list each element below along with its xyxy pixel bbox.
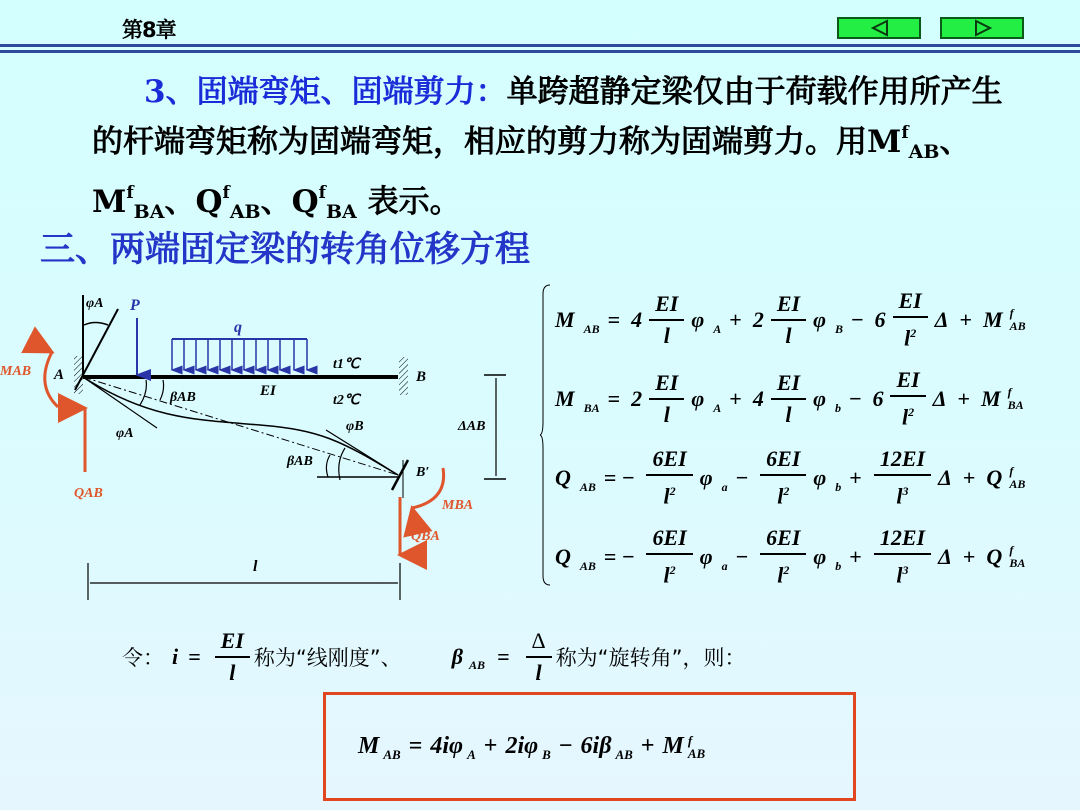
slope-deflection-equations [540, 282, 1080, 588]
subscript: A [713, 321, 722, 336]
symbol: Q [555, 465, 571, 490]
fraction: $\frac{6EI}{l^2}$ [646, 444, 692, 511]
symbol: + [962, 544, 976, 569]
symbol: φ [813, 544, 827, 569]
label-q: q [234, 319, 242, 336]
label-EI: EI [260, 383, 276, 399]
fraction: $\frac{6EI}{l^2}$ [646, 523, 692, 590]
fraction: $\frac{EI}{l}$ [649, 368, 684, 430]
equation-row [552, 280, 1026, 360]
symbol: = − [603, 465, 635, 490]
symbol: φ [813, 465, 827, 490]
fraction: $\frac{6EI}{l^2}$ [760, 523, 806, 590]
subscript: b [835, 558, 842, 573]
symbol: 4 [752, 386, 764, 411]
header-divider [0, 50, 1080, 53]
symbol: φ [691, 307, 705, 332]
label-MBA: MBA [442, 498, 474, 513]
symbol: φ [699, 544, 713, 569]
label-phiA: φA [116, 426, 134, 441]
subscript: a [721, 558, 728, 573]
label-betaAB-2: βAB [287, 454, 313, 469]
symbol: 4 [631, 307, 643, 332]
label-t1: t1℃ [333, 357, 360, 372]
symbol: − [735, 465, 749, 490]
header-divider [0, 44, 1080, 47]
symbol: Δ [932, 386, 947, 411]
symbol: − [850, 307, 864, 332]
rotation-fraction: $\frac{\Delta}{l}$ [526, 626, 552, 688]
symbol: Δ [938, 465, 952, 490]
equation-row [552, 517, 1025, 597]
label-P: P [130, 297, 140, 314]
label-B-prime: B′ [416, 465, 430, 480]
symbol: 6 [874, 307, 886, 332]
symbol: = [607, 386, 621, 411]
symbol: Q [986, 465, 1003, 490]
label-B: B [416, 369, 427, 385]
subscript: A [713, 400, 722, 415]
symbol: − [848, 386, 862, 411]
label-t2: t2℃ [333, 393, 360, 408]
symbol: M [555, 386, 575, 411]
label-QBA: QBA [411, 529, 440, 544]
result-equation-box: M AB = 4iφ A + 2iφ B − 6iβ AB + M f AB [323, 692, 856, 801]
triangle-left-icon [839, 19, 919, 37]
symbol: Δ [934, 307, 949, 332]
subscript: B [834, 321, 843, 336]
symbol: + [729, 307, 742, 332]
symbol: Q [555, 544, 571, 569]
symbol: φ [813, 386, 826, 411]
symbol: 2 [752, 307, 764, 332]
term-heading: 3、固端弯矩、固端剪力： [144, 74, 507, 110]
label-deltaAB: ΔAB [458, 419, 486, 434]
symbol: + [962, 465, 976, 490]
section-heading: 三、两端固定梁的转角位移方程 [40, 230, 531, 270]
fixed-support-b [399, 357, 408, 395]
symbol: = [607, 307, 621, 332]
fraction: $\frac{EI}{l^2}$ [893, 286, 928, 353]
fraction: $\frac{6EI}{l^2}$ [760, 444, 806, 511]
subscript: AB [583, 321, 600, 336]
prev-slide-button[interactable] [837, 17, 921, 39]
label-phiA-top: φA [86, 296, 104, 311]
subscript: BA [583, 400, 600, 415]
label-phiB: φB [346, 419, 364, 434]
subscript: b [835, 479, 842, 494]
symbol: + [957, 386, 971, 411]
symbol: Q [986, 544, 1003, 569]
symbol: = − [603, 544, 635, 569]
symbol: φ [699, 465, 713, 490]
label-MAB: MAB [0, 364, 32, 379]
fraction: $\frac{EI}{l^2}$ [890, 365, 925, 432]
superscript-subscript: f BA [1007, 385, 1024, 412]
symbol: + [849, 465, 862, 490]
stiffness-fraction: $\frac{EI}{l}$ [215, 626, 250, 688]
subscript: AB [579, 479, 596, 494]
label-A: A [54, 367, 65, 383]
superscript-subscript: f AB [1009, 464, 1026, 491]
fraction: $\frac{EI}{l}$ [771, 289, 806, 351]
symbol: M [555, 307, 575, 332]
subscript: b [834, 400, 841, 415]
paragraph-text: 单跨超静定梁仅由于荷载作用所产生的杆端弯矩称为固端弯矩，相应的剪力称为固端剪力。用 [92, 74, 1003, 160]
symbol: + [729, 386, 742, 411]
definition-paragraph: 3、固端弯矩、固端剪力：单跨超静定梁仅由于荷载作用所产生的杆端弯矩称为固端弯矩，相应的剪力称为固端剪力。用$M^f_{AB}$、 $M^f_{BA}$、$Q^f_{AB}$、$Q^f_{BA}$ 表示。 [92, 74, 1003, 223]
symbol: φ [813, 307, 826, 332]
label-l: l [253, 558, 258, 575]
symbol: 6 [872, 386, 884, 411]
symbol: M [981, 386, 1001, 411]
symbol: Δ [938, 544, 952, 569]
symbol: + [959, 307, 973, 332]
symbol: − [735, 544, 749, 569]
fraction: $\frac{EI}{l}$ [771, 368, 806, 430]
fraction: $\frac{EI}{l}$ [649, 289, 684, 351]
symbol: + [849, 544, 862, 569]
symbol: M [983, 307, 1003, 332]
subscript: a [721, 479, 728, 494]
fraction: $\frac{12EI}{l^3}$ [874, 444, 931, 511]
triangle-right-icon [942, 19, 1022, 37]
equation-row [552, 438, 1025, 518]
label-QAB: QAB [74, 486, 103, 501]
symbol: φ [691, 386, 705, 411]
label-betaAB: βAB [170, 390, 196, 405]
next-slide-button[interactable] [940, 17, 1024, 39]
superscript-subscript: f AB [1009, 306, 1026, 333]
subscript: AB [579, 558, 596, 573]
fraction: $\frac{12EI}{l^3}$ [874, 523, 931, 590]
definitions-line: 令： i = $\frac{EI}{l}$ 称为“线刚度”、 β AB = $\frac{\Delta}{l}$ 称为“旋转角”，则： [122, 622, 745, 692]
symbol: 2 [631, 386, 643, 411]
beam-diagram [0, 280, 530, 610]
superscript-subscript: f BA [1009, 543, 1026, 570]
chapter-title: 第8章 [122, 18, 176, 42]
equation-row [552, 359, 1024, 439]
